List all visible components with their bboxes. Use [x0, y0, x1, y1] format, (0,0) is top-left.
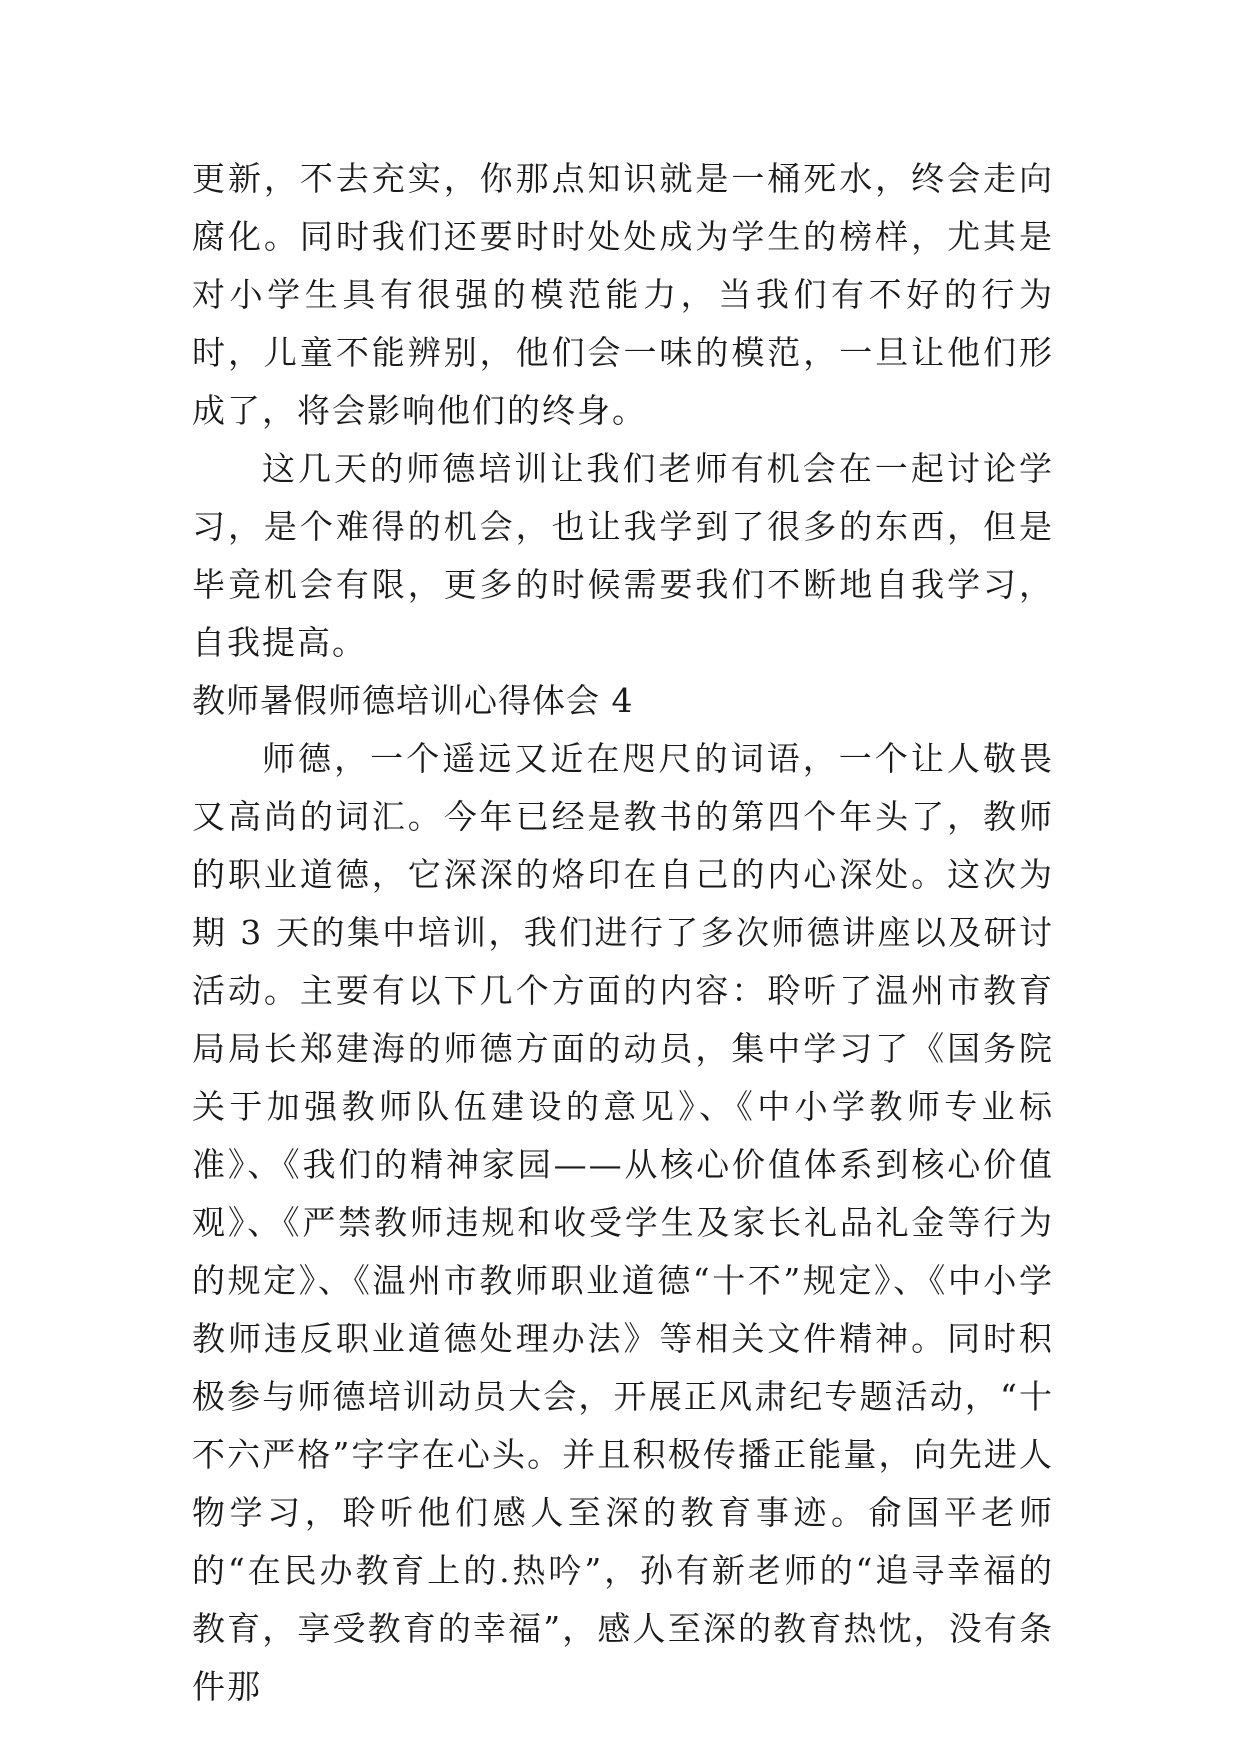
document-body: [192, 150, 1054, 1716]
section-heading: 教师暑假师德培训心得体会 4: [192, 681, 634, 720]
paragraph-continuation: 更新，不去充实，你那点知识就是一桶死水，终会走向腐化。同时我们还要时时处处成为学生的榜样，尤其是对小学生具有很强的模范能力，当我们有不好的行为时，儿童不能辨别，他们会一味的模范，一旦让他们形成了，将会影响他们的终身。: [192, 159, 1054, 430]
paragraph-teacher-ethics: 师德，一个遥远又近在咫尺的词语，一个让人敬畏又高尚的词汇。今年已经是教书的第四个年头了，教师的职业道德，它深深的烙印在自己的内心深处。这次为期 3 天的集中培训，我们进行了多次师德讲座以及研讨活动。主要有以下几个方面的内容：聆听了温州市教育局局长郑建海的师德方面的动员，集中学习了《国务院关于加强教师队伍建设的意见》、《中小学教师专业标准》、《我们的精神家园——从核心价值体系到核心价值观》、《严禁教师违规和收受学生及家长礼品礼金等行为的规定》、《温州市教师职业道德“十不”规定》、《中小学教师违反职业道德处理办法》等相关文件精神。同时积极参与师德培训动员大会，开展正风肃纪专题活动，“十不六严格”字字在心头。并且积极传播正能量，向先进人物学习，聆听他们感人至深的教育事迹。俞国平老师的“在民办教育上的.热吟”，孙有新老师的“追寻幸福的教育，享受教育的幸福”，感人至深的教育热忱，没有条件那: [192, 739, 1054, 1706]
paragraph-training-reflection: 这几天的师德培训让我们老师有机会在一起讨论学习，是个难得的机会，也让我学到了很多的东西，但是毕竟机会有限，更多的时候需要我们不断地自我学习，自我提高。: [192, 449, 1054, 662]
